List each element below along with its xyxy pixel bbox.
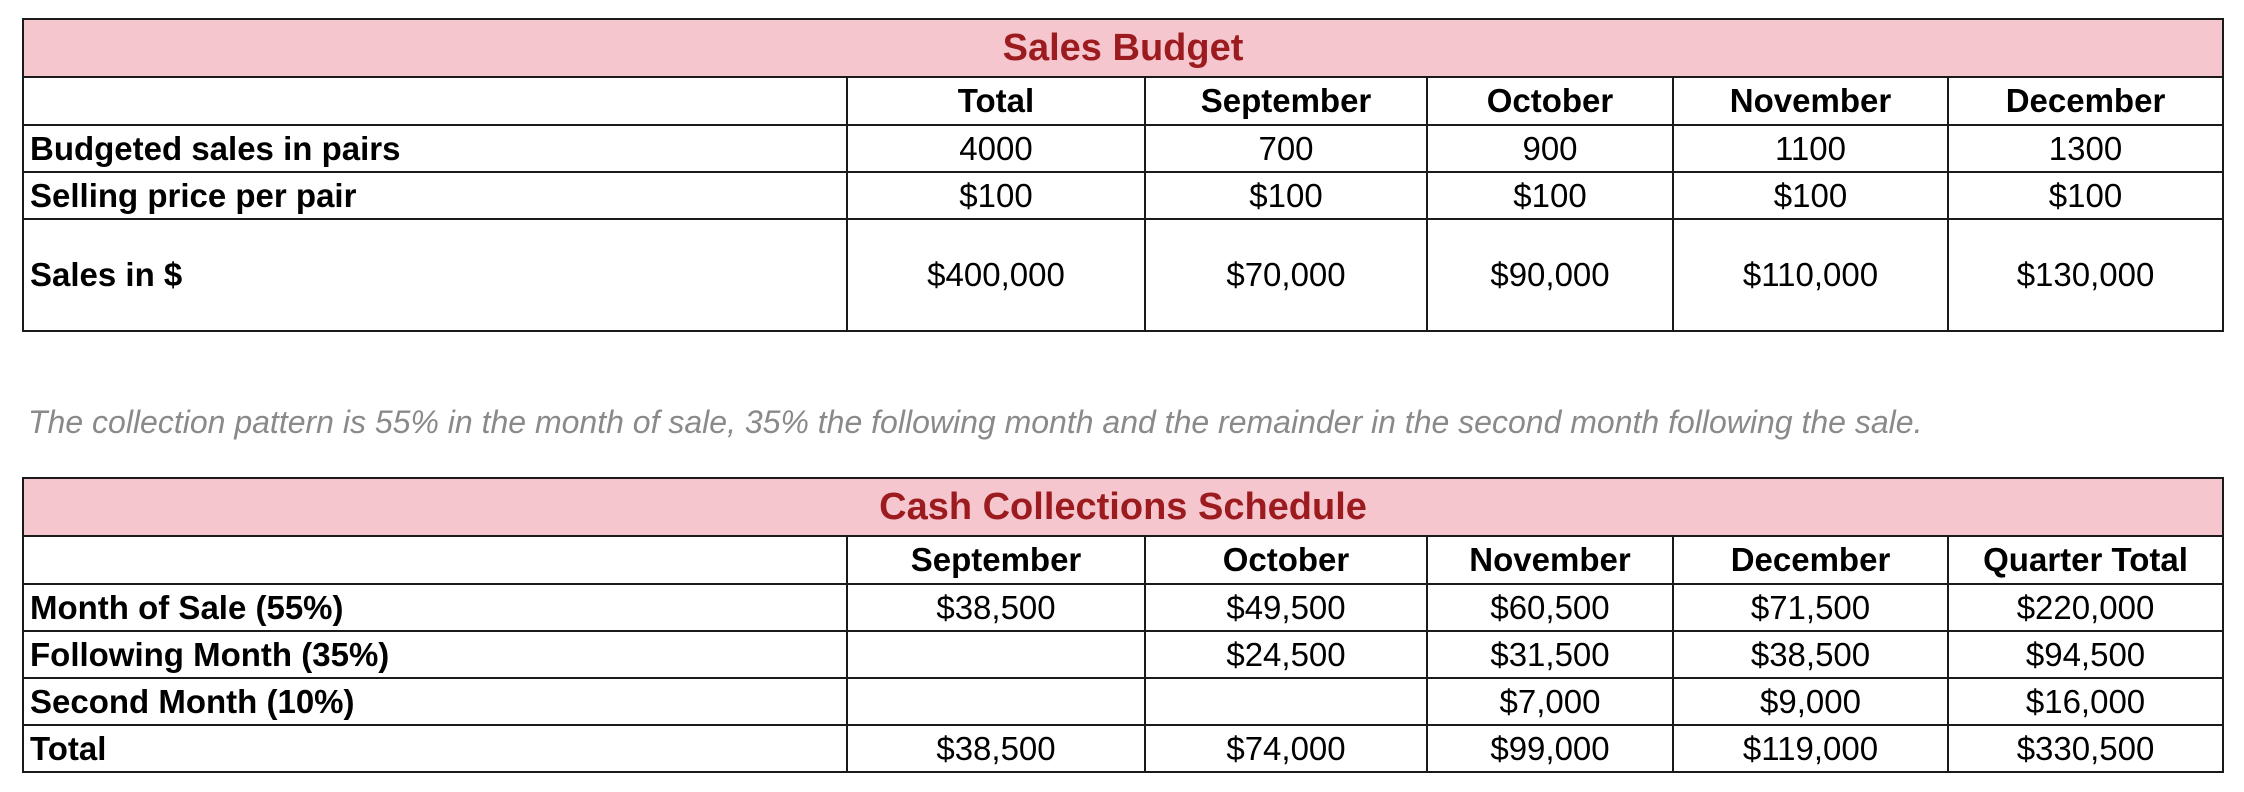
row-label-following-month: Following Month (35%) — [23, 631, 847, 678]
sales-budget-table — [22, 18, 2224, 332]
table-cell: $38,500 — [847, 584, 1145, 631]
table-cell: $16,000 — [1948, 678, 2223, 725]
header-blank-cell — [23, 536, 847, 584]
column-header-november: November — [1427, 536, 1673, 584]
header-blank-cell — [23, 77, 847, 125]
table-cell: $31,500 — [1427, 631, 1673, 678]
table-cell: 4000 — [847, 125, 1145, 172]
sales-budget-title: Sales Budget — [23, 19, 2223, 77]
table-cell: $119,000 — [1673, 725, 1948, 772]
table-cell: 1100 — [1673, 125, 1948, 172]
table-cell: 900 — [1427, 125, 1673, 172]
table-cell: $24,500 — [1145, 631, 1427, 678]
cash-collections-title: Cash Collections Schedule — [23, 478, 2223, 536]
column-header-december: December — [1948, 77, 2223, 125]
row-label-budgeted-sales: Budgeted sales in pairs — [23, 125, 847, 172]
column-header-november: November — [1673, 77, 1948, 125]
table-cell: $100 — [1427, 172, 1673, 219]
table-row — [23, 584, 2223, 631]
table-cell: $130,000 — [1948, 219, 2223, 331]
table-cell: $94,500 — [1948, 631, 2223, 678]
column-header-december: December — [1673, 536, 1948, 584]
table-cell: $330,500 — [1948, 725, 2223, 772]
column-header-september: September — [1145, 77, 1427, 125]
table-row — [23, 725, 2223, 772]
table-cell: $60,500 — [1427, 584, 1673, 631]
table-cell: $100 — [1673, 172, 1948, 219]
table-cell: $100 — [847, 172, 1145, 219]
table-cell: $99,000 — [1427, 725, 1673, 772]
row-label-sales-dollars: Sales in $ — [23, 219, 847, 331]
column-header-total: Total — [847, 77, 1145, 125]
table-cell — [847, 631, 1145, 678]
table-cell: $220,000 — [1948, 584, 2223, 631]
table-cell: $100 — [1145, 172, 1427, 219]
cash-collections-table — [22, 477, 2224, 773]
table-cell: $38,500 — [847, 725, 1145, 772]
table-cell: $100 — [1948, 172, 2223, 219]
table-cell: $110,000 — [1673, 219, 1948, 331]
column-header-october: October — [1427, 77, 1673, 125]
table-cell: $90,000 — [1427, 219, 1673, 331]
table-cell: $7,000 — [1427, 678, 1673, 725]
table-cell: 1300 — [1948, 125, 2223, 172]
row-label-month-of-sale: Month of Sale (55%) — [23, 584, 847, 631]
table-cell: 700 — [1145, 125, 1427, 172]
table-row — [23, 172, 2223, 219]
column-header-september: September — [847, 536, 1145, 584]
table-cell: $49,500 — [1145, 584, 1427, 631]
table-row — [23, 631, 2223, 678]
row-label-selling-price: Selling price per pair — [23, 172, 847, 219]
row-label-total: Total — [23, 725, 847, 772]
collection-pattern-note: The collection pattern is 55% in the month of sale, 35% the following month and the remainder in the second month following the sale. — [28, 404, 1923, 440]
table-cell: $70,000 — [1145, 219, 1427, 331]
table-row — [23, 125, 2223, 172]
row-label-second-month: Second Month (10%) — [23, 678, 847, 725]
table-cell: $71,500 — [1673, 584, 1948, 631]
table-row — [23, 219, 2223, 331]
table-cell: $400,000 — [847, 219, 1145, 331]
table-row — [23, 678, 2223, 725]
column-header-quarter-total: Quarter Total — [1948, 536, 2223, 584]
table-cell — [1145, 678, 1427, 725]
column-header-october: October — [1145, 536, 1427, 584]
table-cell — [847, 678, 1145, 725]
table-cell: $38,500 — [1673, 631, 1948, 678]
table-cell: $74,000 — [1145, 725, 1427, 772]
table-cell: $9,000 — [1673, 678, 1948, 725]
